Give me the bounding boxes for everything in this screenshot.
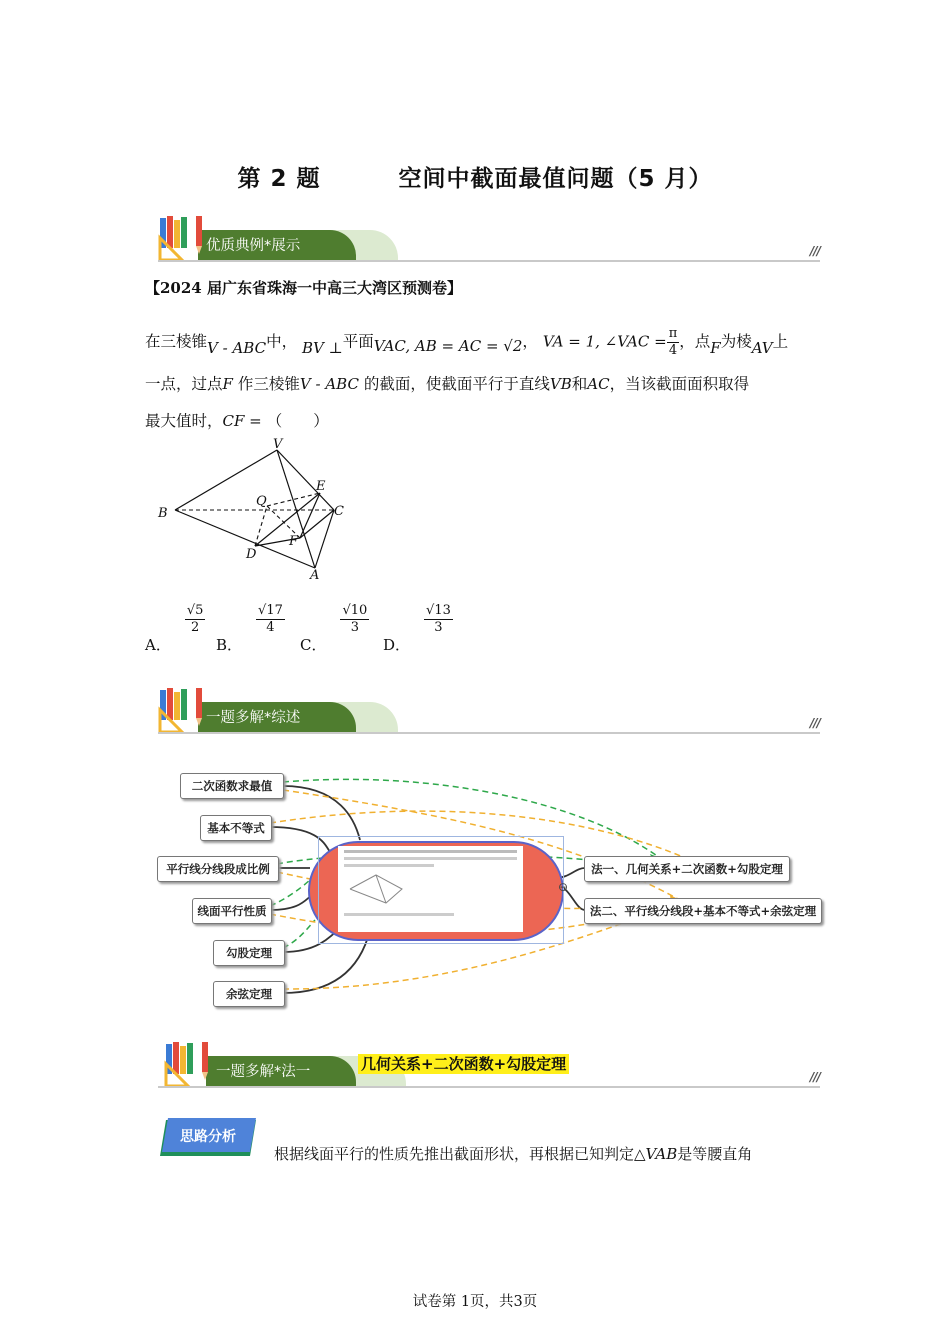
label-D: D (246, 547, 257, 562)
banner-label: 优质典例*展示 (206, 238, 301, 254)
mm-node-method-1[interactable]: 法一、几何关系+二次函数+勾股定理 (584, 856, 790, 882)
mm-node-pythagoras[interactable]: 勾股定理 (213, 940, 285, 966)
books-pencil-icon (158, 212, 208, 262)
mm-node-inequality[interactable]: 基本不等式 (200, 815, 272, 841)
method-highlight: 几何关系+二次函数+勾股定理 (358, 1054, 569, 1074)
problem-line-3: 最大值时，CF = （ ） (145, 412, 329, 430)
banner-label: 一题多解*综述 (206, 710, 301, 726)
analysis-badge-label: 思路分析 (180, 1129, 236, 1145)
banner-label: 一题多解*法一 (216, 1064, 311, 1080)
page-footer: 试卷第 1页，共3页 (412, 1294, 538, 1310)
section-banner-overview (158, 684, 820, 734)
banner-slashes: /// (809, 716, 820, 730)
analysis-text: 根据线面平行的性质先推出截面形状，再根据已知判定△VAB是等腰直角 (274, 1145, 753, 1163)
mm-node-cosine[interactable]: 余弦定理 (213, 981, 285, 1007)
question-topic: 空间中截面最值问题（5 月） (398, 166, 713, 192)
problem-line-1: 在三棱锥V - ABC中， BV ⊥平面VAC, AB = AC = √2， VA = 1, ∠VAC = $\frac{\pi}{4}$ ，点F为棱AV上 (145, 326, 789, 358)
option-c[interactable]: C． $\frac{√10}{3}$ (300, 603, 368, 654)
books-pencil-icon (164, 1038, 214, 1088)
option-b[interactable]: B． $\frac{√17}{4}$ (216, 603, 283, 654)
banner-slashes: /// (809, 244, 820, 258)
mm-node-line-plane[interactable]: 线面平行性质 (192, 898, 272, 924)
label-Q: Q (256, 494, 267, 509)
mm-node-method-2[interactable]: 法二、平行线分线段+基本不等式+余弦定理 (584, 898, 822, 924)
option-d[interactable]: D． $\frac{√13}{3}$ (383, 603, 451, 654)
mm-node-parallel-ratio[interactable]: 平行线分线段成比例 (157, 856, 279, 882)
thumbnail-figure-icon (346, 871, 406, 907)
page-title (0, 160, 950, 193)
problem-source: 【2024 届广东省珠海一中高三大湾区预测卷】 (145, 279, 462, 297)
analysis-badge (160, 1118, 256, 1158)
label-E: E (316, 479, 326, 494)
label-B: B (158, 506, 168, 521)
tetrahedron-figure (150, 438, 350, 583)
problem-line-2: 一点，过点F 作三棱锥V - ABC 的截面，使截面平行于直线VB和AC，当该截面面积取得 (145, 375, 750, 393)
label-C: C (334, 504, 344, 519)
label-F: F (289, 534, 299, 549)
section-banner-method1 (158, 1038, 820, 1088)
section-banner-examples (158, 212, 820, 262)
problem-thumbnail (338, 846, 523, 932)
option-a[interactable]: A． $\frac{√5}{2}$ (145, 603, 204, 654)
label-V: V (273, 438, 283, 452)
banner-slashes: /// (809, 1070, 820, 1084)
mm-node-quadratic[interactable]: 二次函数求最值 (180, 773, 284, 799)
pi-over-4: $\frac{\pi}{4}$ (668, 326, 678, 358)
books-pencil-icon (158, 684, 208, 734)
collapse-icon[interactable]: ⊖ (558, 880, 569, 894)
question-number: 第 2 题 (237, 166, 321, 192)
label-A: A (310, 568, 320, 583)
